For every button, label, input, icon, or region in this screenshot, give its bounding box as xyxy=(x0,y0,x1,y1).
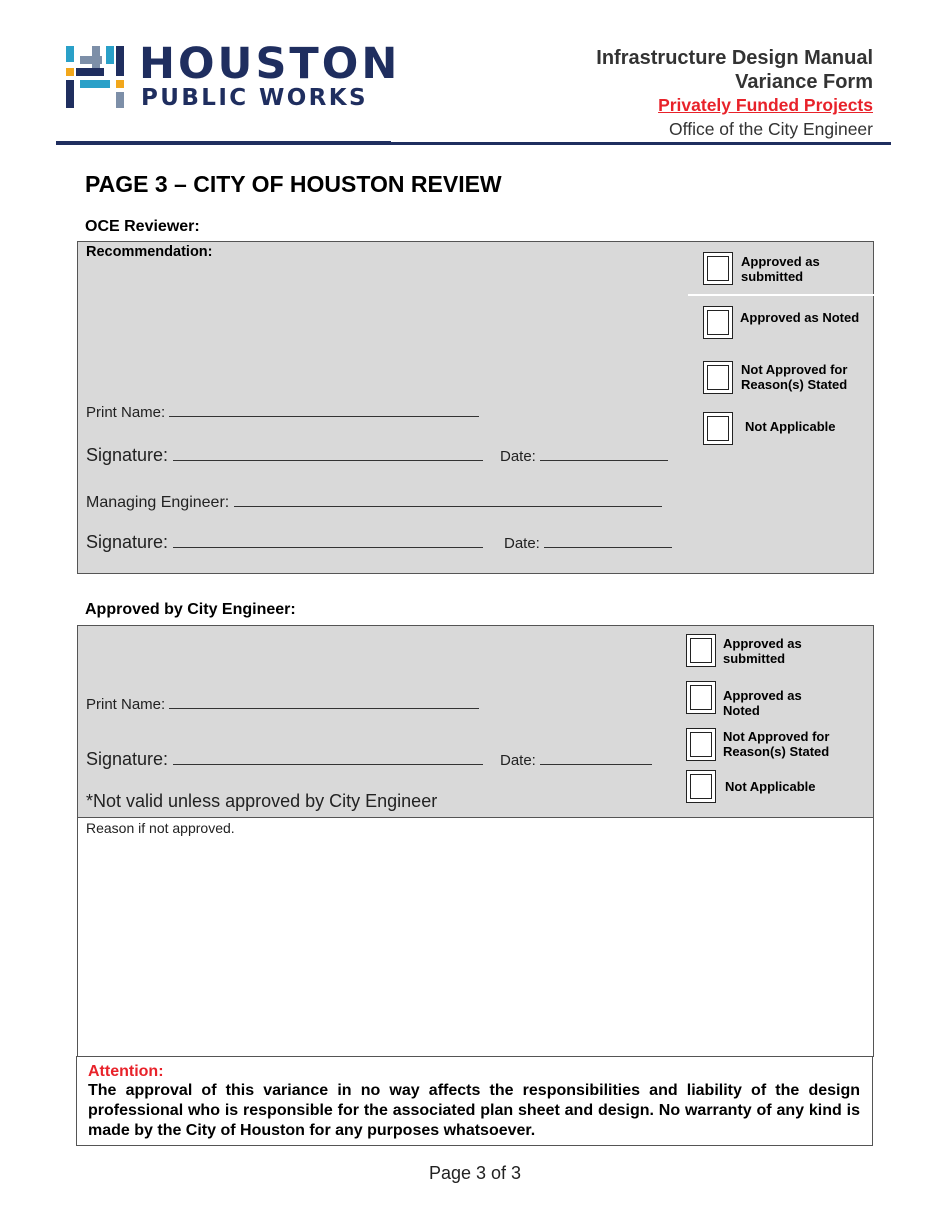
city-engineer-box xyxy=(77,625,874,818)
office-name: Office of the City Engineer xyxy=(669,119,873,139)
oce-approved-as-noted-checkbox[interactable] xyxy=(703,306,733,339)
ce-not-approved-checkbox[interactable] xyxy=(686,728,716,761)
reason-label: Reason if not approved. xyxy=(86,820,235,836)
reason-textarea[interactable] xyxy=(77,817,874,1057)
logo-houston-text: HOUSTON xyxy=(139,39,401,89)
project-type: Privately Funded Projects xyxy=(658,95,873,115)
ce-approved-as-noted-label: Approved as Noted xyxy=(723,688,802,718)
oce-approved-as-noted-label: Approved as Noted xyxy=(740,310,860,325)
oce-date-field[interactable] xyxy=(500,448,668,465)
attention-title: Attention: xyxy=(88,1063,164,1080)
ce-approved-as-noted-checkbox[interactable] xyxy=(686,681,716,714)
manual-title: Infrastructure Design Manual xyxy=(596,47,873,69)
oce-reviewer-heading: OCE Reviewer: xyxy=(85,218,200,235)
oce-review-box xyxy=(77,241,874,574)
ce-print-name-field[interactable] xyxy=(86,696,479,713)
oce-not-approved-label: Not Approved for Reason(s) Stated xyxy=(741,362,848,392)
managing-engineer-field[interactable] xyxy=(86,494,662,512)
ce-not-approved-label: Not Approved for Reason(s) Stated xyxy=(723,729,830,759)
header-divider-thick xyxy=(56,141,391,145)
form-title: Variance Form xyxy=(735,71,873,93)
page-number: Page 3 of 3 xyxy=(428,1163,522,1183)
ce-signature-field[interactable] xyxy=(86,749,483,770)
signature-label: Signature: xyxy=(86,532,169,552)
managing-signature-field[interactable] xyxy=(86,532,483,553)
oce-approved-as-submitted-checkbox[interactable] xyxy=(703,252,733,285)
managing-engineer-label: Managing Engineer: xyxy=(86,494,230,511)
ce-not-applicable-label: Not Applicable xyxy=(725,779,816,794)
print-name-label: Print Name: xyxy=(86,696,166,713)
ce-date-field[interactable] xyxy=(500,752,652,769)
oce-not-applicable-label: Not Applicable xyxy=(745,419,836,434)
signature-label: Signature: xyxy=(86,445,169,465)
document-title-block xyxy=(596,46,873,142)
oce-print-name-field[interactable] xyxy=(86,404,479,421)
header-divider xyxy=(391,142,891,145)
ce-validity-note: *Not valid unless approved by City Engineer xyxy=(86,791,438,811)
date-label: Date: xyxy=(504,535,540,552)
date-label: Date: xyxy=(500,448,536,465)
print-name-label: Print Name: xyxy=(86,404,166,421)
date-label: Date: xyxy=(500,752,536,769)
attention-body: The approval of this variance in no way affects the responsibilities and liability of the design professional who is responsible for the associated plan sheet and design. No warranty of any kind is made by the City of Houston for any purposes whatsoever. xyxy=(88,1082,860,1139)
ce-approved-as-submitted-checkbox[interactable] xyxy=(686,634,716,667)
recommendation-label: Recommendation: xyxy=(86,244,213,260)
ce-approved-as-submitted-label: Approved as submitted xyxy=(723,636,802,666)
oce-approved-as-submitted-label: Approved as submitted xyxy=(741,254,820,284)
city-engineer-heading: Approved by City Engineer: xyxy=(85,601,296,618)
oce-not-approved-checkbox[interactable] xyxy=(703,361,733,394)
page-title: PAGE 3 – CITY OF HOUSTON REVIEW xyxy=(85,171,502,197)
oce-not-applicable-checkbox[interactable] xyxy=(703,412,733,445)
attention-box xyxy=(76,1056,873,1146)
oce-signature-field[interactable] xyxy=(86,445,483,466)
logo-mark-icon xyxy=(66,44,128,110)
houston-public-works-logo xyxy=(66,39,401,114)
options-separator xyxy=(688,294,874,296)
signature-label: Signature: xyxy=(86,749,169,769)
managing-date-field[interactable] xyxy=(504,535,672,552)
ce-not-applicable-checkbox[interactable] xyxy=(686,770,716,803)
logo-public-works-text: PUBLIC WORKS xyxy=(141,85,368,111)
